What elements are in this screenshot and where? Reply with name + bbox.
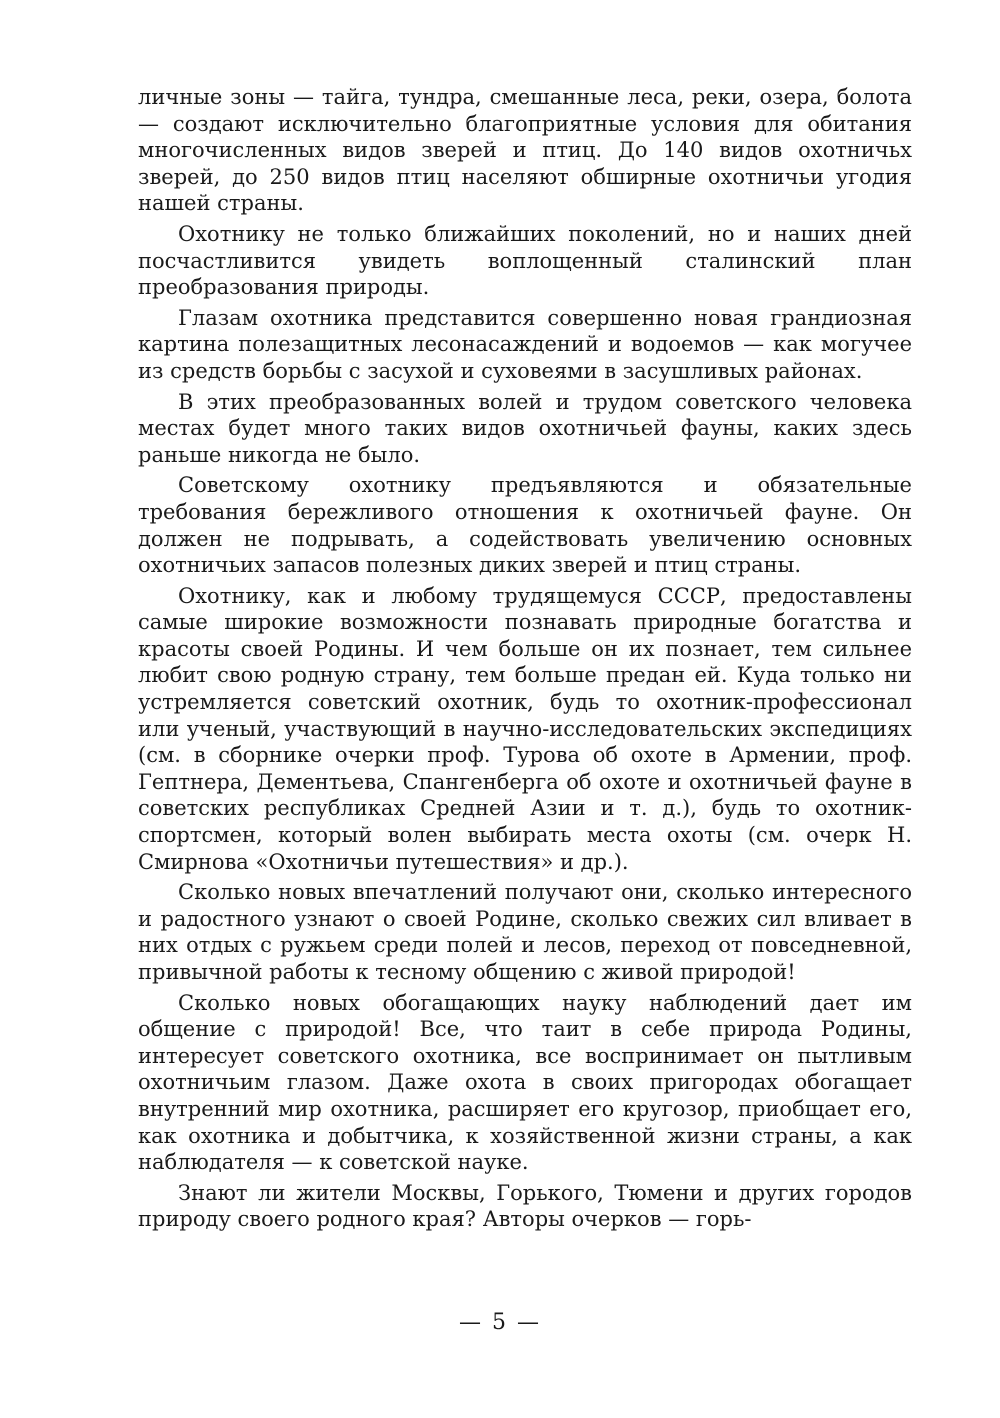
paragraph: Сколько новых обогащающих науку наблюдений дает им общение с природой! Все, что таит в себе природа Родины, интересует советского охотника, все воспринимает он пытливым охотничьим глазом. Даже охота в своих пригородах обогащает внутренний мир охотника, расширяет его кругозор, приобщает его, как охотника и добытчика, к хозяйственной жизни страны, а как наблюдателя — к советской науке. <box>138 990 912 1175</box>
paragraph: личные зоны — тайга, тундра, смешанные леса, реки, озера, болота — создают исключительно благоприятные условия для обитания многочисленных видов зверей и птиц. До 140 видов охотничьх зверей, до 250 видов птиц населяют обширные охотничьи угодия нашей страны. <box>138 85 912 216</box>
paragraph: Охотнику, как и любому трудящемуся СССР, предоставлены самые широкие возможности познавать природные богатства и красоты своей Родины. И чем больше он их познает, тем сильнее любит свою родную страну, тем больше предан ей. Куда только ни устремляется советский охотник, будь то охотник-профессионал или ученый, участвующий в научно-исследовательских экспедициях (см. в сборнике очерки проф. Турова об охоте в Армении, проф. Гептнера, Дементьева, Спангенберга об охоте и охотничьей фауне в советских республиках Средней Азии и т. д.), будь то охотник-спортсмен, который волен выбирать места охоты (см. очерк Н. Смирнова «Охотничьи путешествия» и др.). <box>138 583 912 874</box>
paragraph: Знают ли жители Москвы, Горького, Тюмени и других городов природу своего родного края? Авторы очерков — горь- <box>138 1180 912 1232</box>
page-number: — 5 — <box>459 1310 541 1335</box>
paragraph: Советскому охотнику предъявляются и обязательные требования бережливого отношения к охотничьей фауне. Он должен не подрывать, а содействовать увеличению основных охотничьих запасов полезных диких зверей и птиц страны. <box>138 473 912 578</box>
page-text-body <box>138 84 912 1237</box>
paragraph: Глазам охотника представится совершенно новая грандиозная картина полезащитных лесонасаждений и водоемов — как могучее из средств борьбы с засухой и суховеями в засушливых районах. <box>138 305 912 383</box>
paragraph: В этих преобразованных волей и трудом советского человека местах будет много таких видов охотничьей фауны, каких здесь раньше никогда не было. <box>138 389 912 467</box>
paragraph: Охотнику не только ближайших поколений, но и наших дней посчастливится увидеть воплощенный сталинский план преобразования природы. <box>138 221 912 300</box>
paragraph: Сколько новых впечатлений получают они, сколько интересного и радостного узнают о своей Родине, сколько свежих сил вливает в них отдых с ружьем среди полей и лесов, переход от повседневной, привычной работы к тесному общению с живой природой! <box>138 880 912 984</box>
